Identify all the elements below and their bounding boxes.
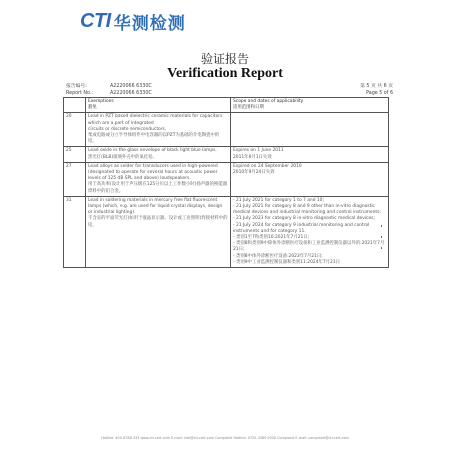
report-title-cn: 验证报告 xyxy=(200,52,249,66)
table-row xyxy=(64,162,389,196)
page-number-block xyxy=(360,83,393,97)
description-line: Lead alloys as solder for transducers used in high-powered (designated to operate for several hours at acoustic power levels of 125 dB SPL and above) loudspeakers. xyxy=(88,163,218,182)
scope-line: - 类别9中工业监测控制仪器和类别11:2024年7月21日 xyxy=(233,259,341,265)
scope-dates xyxy=(231,196,389,267)
report-title-en: Verification Report xyxy=(167,66,283,81)
scope-dates xyxy=(231,147,389,162)
description-line: Lead in PZT based dielectric ceramic materials for capacitors which are a part of integrated xyxy=(88,114,223,126)
table-row xyxy=(64,196,389,267)
description-line: 不含汞的平面荧光灯(如用于液晶显示器、设计或工业照明)焊接材料中的铅。 xyxy=(88,216,228,228)
description-line: 用于高功率(设计用于声压级在125分贝以上工作数小时)扬声器的换能器焊料中的铅合金。 xyxy=(88,182,228,194)
scope-line: - 类别8和类别9中除体外诊断医疗设备和工业监测控制仪器以外的:2021年7月21日; xyxy=(233,241,385,253)
report-number-value: A2220066 6330C xyxy=(110,91,152,96)
logo-mark: CTI xyxy=(80,10,111,32)
exemptions-table xyxy=(63,97,389,268)
scope-line: - 类别8中体外诊断医疗设备:2023年7月21日; xyxy=(233,253,323,259)
page-footer: Hotline: 400-6788-333 www.cti-cert.com E-mail: info@cti-cert.com Complaint Hotline: 0755-3380 0000 Complaint E-mail: complaint@cti-cert.com xyxy=(101,436,349,440)
scope-line: - 21 July 2023 for category 8 in-vitro diagnostic medical devices; xyxy=(233,216,375,222)
row-number: 25 xyxy=(64,147,86,162)
table-row xyxy=(64,147,389,162)
scope-dates xyxy=(231,162,389,196)
side-mark xyxy=(381,236,382,238)
side-mark xyxy=(381,247,382,249)
exemption-description xyxy=(86,113,231,147)
header-exemptions: Exemptions 豁免 xyxy=(86,98,231,113)
scope-line: 2010年9月24日失效 xyxy=(233,170,275,176)
description-line: Lead oxide in the glass envelope of black light blue lamps. xyxy=(88,148,217,154)
report-number-block xyxy=(66,83,152,97)
page-number-cn: 第 5 页 共 6 页 xyxy=(360,84,393,89)
header-scope: Scope and dates of applicability 适用范围和日期 xyxy=(231,98,389,113)
table-row xyxy=(64,113,389,147)
page-number-en: Page 5 of 6 xyxy=(366,91,393,96)
report-number-en xyxy=(66,90,152,97)
description-line: circuits or discrete semiconductors. xyxy=(88,126,167,132)
exemption-description xyxy=(86,147,231,162)
exemption-description xyxy=(86,162,231,196)
exemption-description xyxy=(86,196,231,267)
side-mark xyxy=(381,225,382,227)
report-number-cn xyxy=(66,83,152,90)
scope-line: - 21 July 2024 for category 9 industrial monitoring and control instruments and for category 11. xyxy=(233,222,370,234)
scope-dates xyxy=(231,113,389,147)
row-number: 31 xyxy=(64,196,86,267)
logo-cn-text: 华测检测 xyxy=(113,14,186,34)
scope-line: Expired on 24 September 2010 xyxy=(233,163,302,169)
scope-line: 2011年6月1日失效 xyxy=(233,154,272,160)
row-number: 20 xyxy=(64,113,86,147)
report-number-label: 报告编号: xyxy=(66,84,87,89)
scope-line: - 21 July 2021 for category 8 and 9 other than in-vitro diagnostic medical devices and industrial monitoring and control instruments; xyxy=(233,204,381,216)
table-header-row xyxy=(64,98,389,113)
side-marks xyxy=(381,225,382,258)
row-number: 27 xyxy=(64,162,86,196)
report-number-label: Report No.: xyxy=(66,91,94,96)
description-line: Lead in soldering materials in mercury free flat fluorescent lamps (which, e.g. are used for liquid crystal displays, design or industrial lighting). xyxy=(88,197,223,216)
header-no xyxy=(64,98,86,113)
description-line: 集成电路或分立半导体组件中电容器的以PZT为基础的介电陶瓷中的铅。 xyxy=(88,133,220,145)
report-number-value: A2220066 6330C xyxy=(110,84,152,89)
scope-line: - 21 July 2021 for category 1 to 7 and 10; xyxy=(233,197,324,203)
company-logo xyxy=(80,9,186,34)
description-line: 黑光灯(BLB)玻璃外壳中的氧化铅。 xyxy=(88,154,157,160)
scope-line: - 类别1至7和类别10:2021年7月21日; xyxy=(233,235,310,241)
scope-line: Expires on 1 June 2011 xyxy=(233,148,284,154)
